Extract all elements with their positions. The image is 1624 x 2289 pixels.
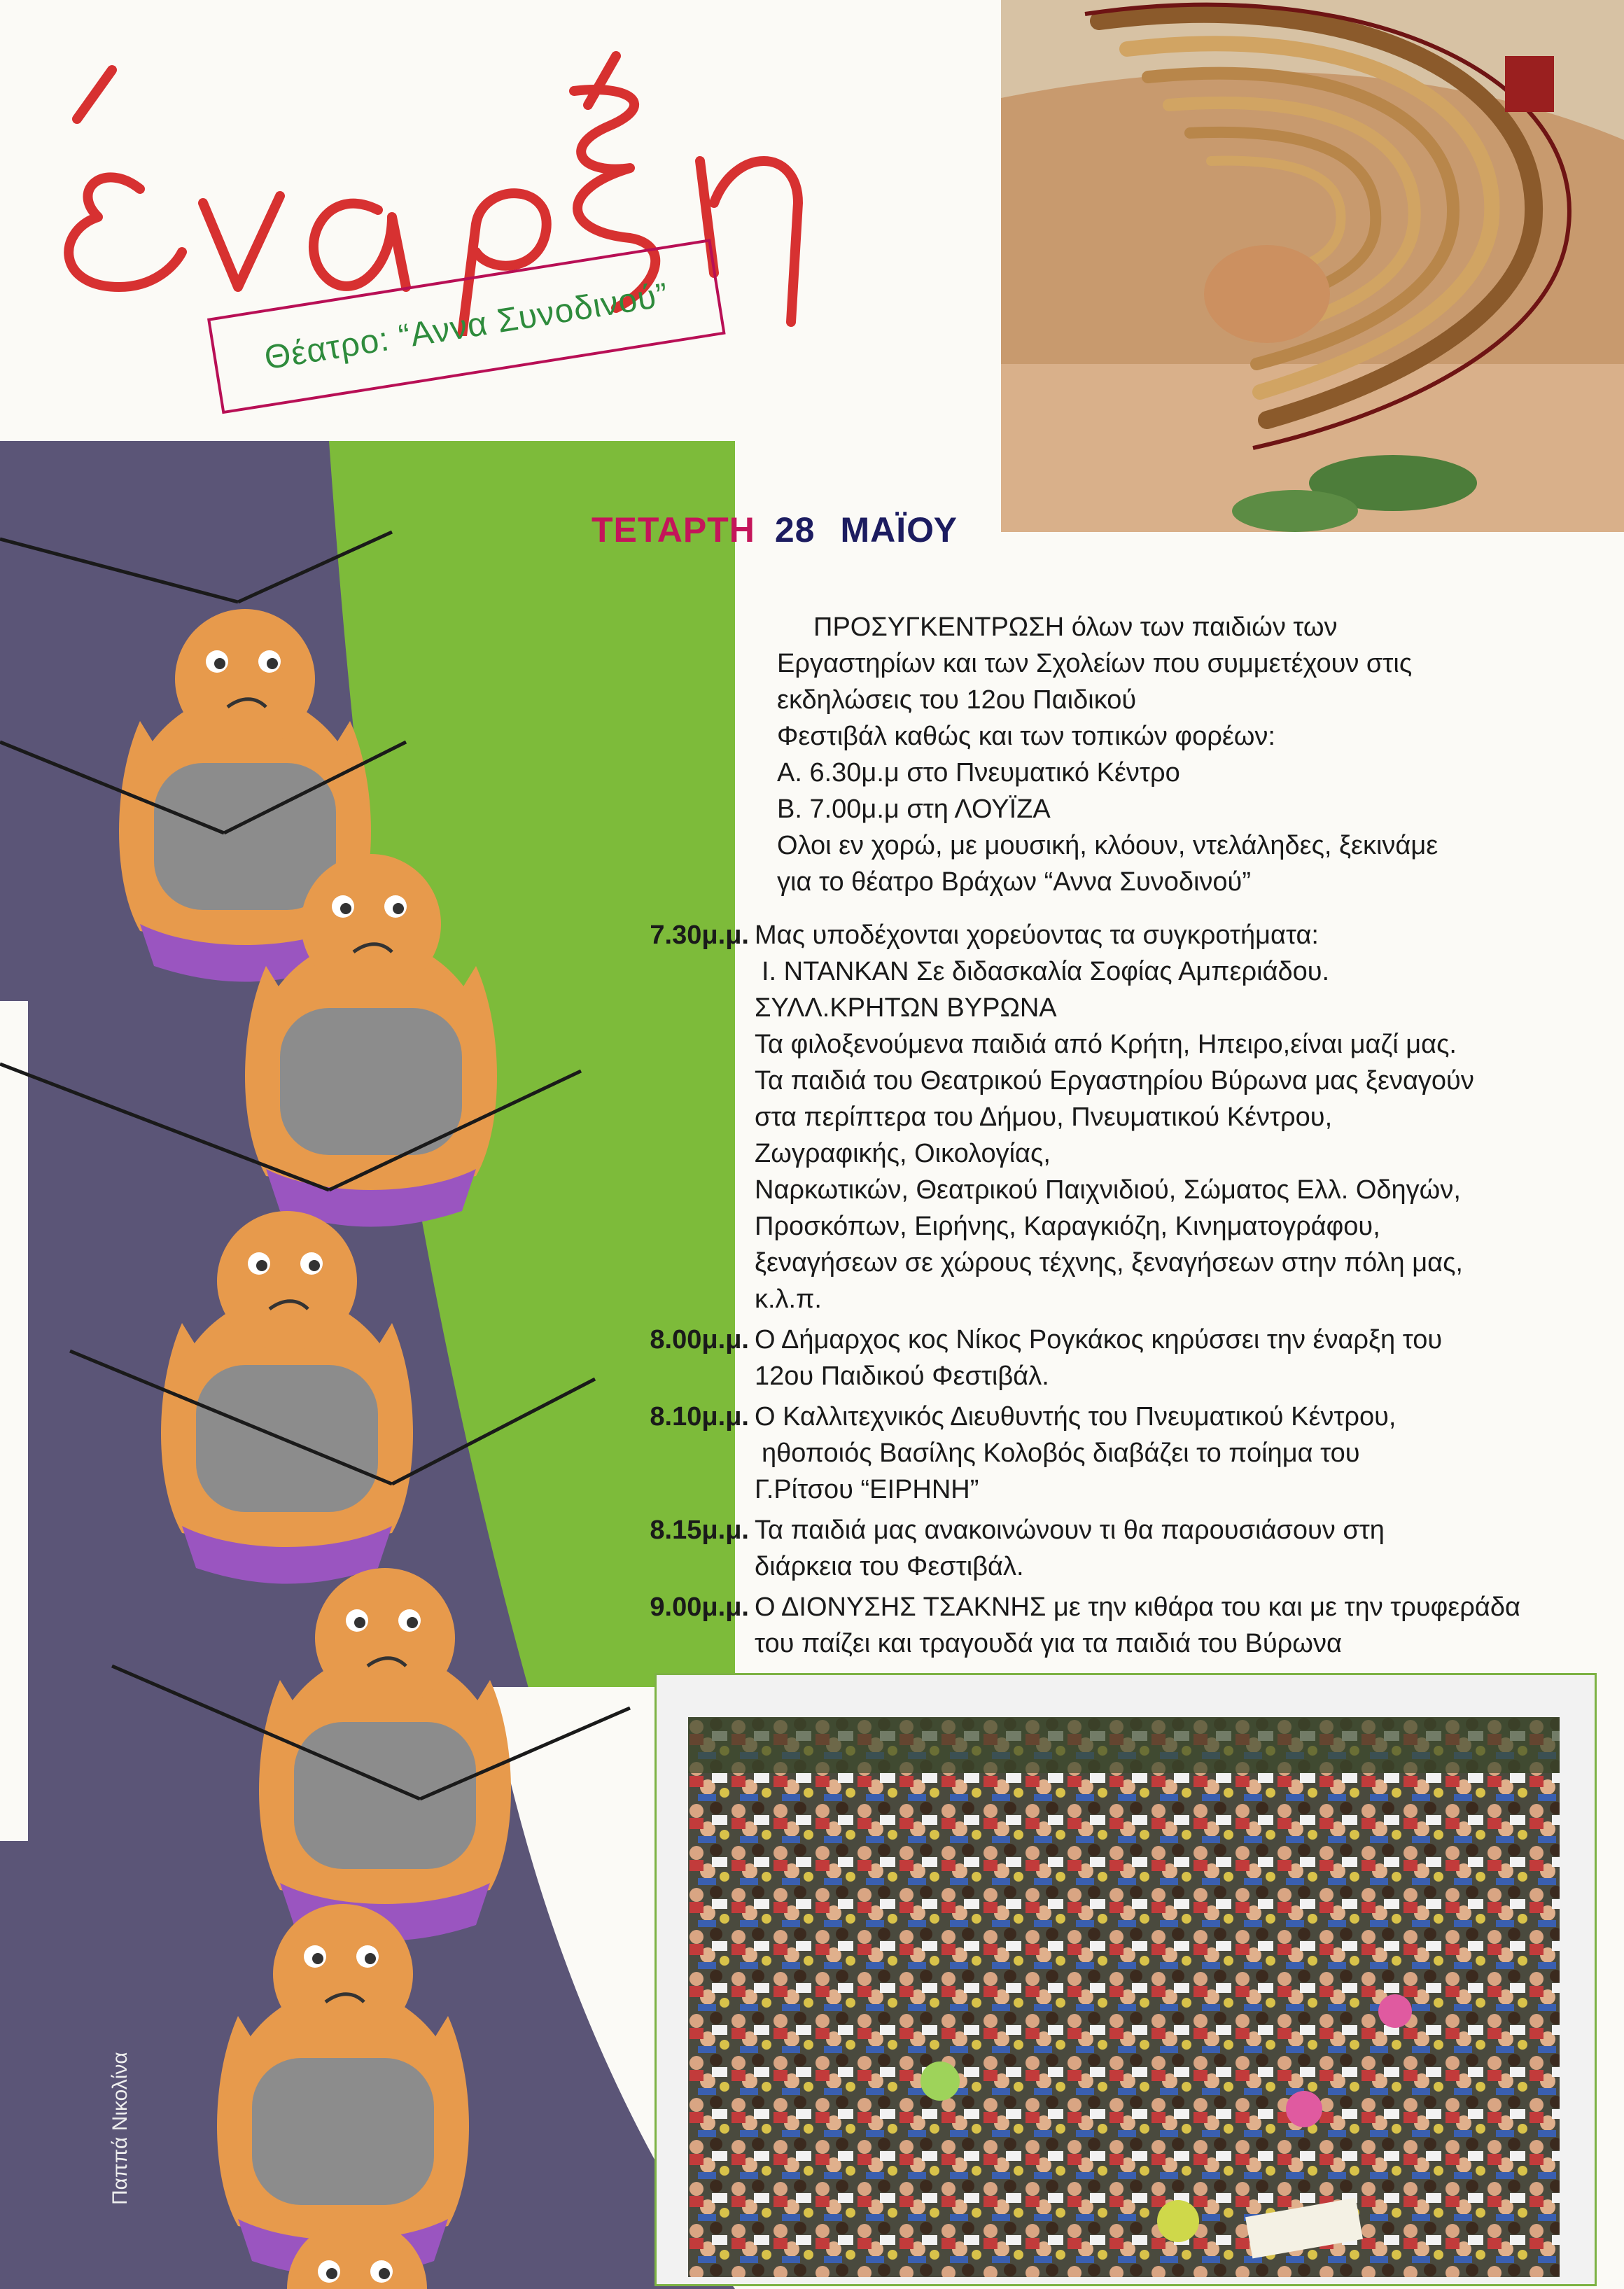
schedule-row: [609, 1512, 1617, 1585]
crowd-photo: [688, 1717, 1560, 2277]
schedule-line: Ο Δήμαρχος κος Νίκος Ρογκάκος κηρύσσει την έναρξη του: [755, 1325, 1443, 1354]
schedule-line: του παίζει και τραγουδά για τα παιδιά του Βύρωνα: [755, 1629, 1342, 1658]
schedule-row: [609, 1322, 1617, 1394]
schedule-description: [755, 917, 1617, 1317]
schedule-line: Τα φιλοξενούμενα παιδιά από Κρήτη, Ηπειρο,είναι μαζί μας.: [755, 1030, 1457, 1059]
date-number: 28: [774, 510, 816, 550]
amphitheatre-photo: [1001, 0, 1624, 532]
schedule-time: 8.00μ.μ.: [650, 1325, 749, 1354]
venue-label: Θέατρο: “Αννα Συνοδινού”: [262, 276, 671, 377]
intro-line: εκδηλώσεις του 12ου Παιδικού: [777, 685, 1137, 715]
schedule-line: στα περίπτερα του Δήμου, Πνευματικού Κέντρου,: [755, 1102, 1333, 1132]
schedule-line: Γ.Ρίτσου “ΕΙΡΗΝΗ”: [755, 1475, 979, 1504]
schedule-row: [609, 917, 1617, 1317]
intro-line: Β. 7.00μ.μ στη ΛΟΥΪΖΑ: [777, 794, 1051, 824]
intro-line: Εργαστηρίων και των Σχολείων που συμμετέχουν στις: [777, 649, 1413, 678]
schedule: [609, 917, 1617, 1666]
event-date: [592, 510, 958, 550]
schedule-time: 7.30μ.μ.: [650, 920, 749, 950]
schedule-line: Ο ΔΙΟΝΥΣΗΣ ΤΣΑΚΝΗΣ με την κιθάρα του και με την τρυφεράδα: [755, 1592, 1520, 1622]
schedule-line: Τα παιδιά μας ανακοινώνουν τι θα παρουσιάσουν στη: [755, 1516, 1385, 1545]
schedule-line: Προσκόπων, Ειρήνης, Καραγκιόζη, Κινηματογράφου,: [755, 1212, 1380, 1241]
schedule-time: 9.00μ.μ.: [650, 1592, 749, 1622]
crowd-photo-frame: [654, 1673, 1597, 2286]
schedule-line: Ι. ΝΤΑΝΚΑΝ Σε διδασκαλία Σοφίας Αμπεριάδου.: [762, 957, 1330, 986]
schedule-line: κ.λ.π.: [755, 1284, 822, 1314]
schedule-description: [755, 1512, 1617, 1585]
schedule-line: Ζωγραφικής, Οικολογίας,: [755, 1139, 1051, 1168]
schedule-line: 12ου Παιδικού Φεστιβάλ.: [755, 1362, 1049, 1391]
date-month: ΜΑΪΟΥ: [840, 510, 958, 550]
artist-credit: Παππά Νικολίνα: [108, 2052, 132, 2205]
intro-line: ΠΡΟΣΥΓΚΕΝΤΡΩΣΗ όλων των παιδιών των: [813, 612, 1338, 642]
schedule-line: Ναρκωτικών, Θεατρικού Παιχνιδιού, Σώματος Ελλ. Οδηγών,: [755, 1175, 1461, 1205]
schedule-line: ΣΥΛΛ.ΚΡΗΤΩΝ ΒΥΡΩΝΑ: [755, 993, 1057, 1023]
schedule-description: [755, 1589, 1617, 1662]
intro-line: Ολοι εν χορώ, με μουσική, κλόουν, ντελάληδες, ξεκινάμε: [777, 831, 1438, 860]
intro-line: για το θέατρο Βράχων “Αννα Συνοδινού”: [777, 867, 1251, 897]
intro-text: [777, 609, 1603, 900]
schedule-line: ηθοποιός Βασίλης Κολοβός διαβάζει το ποίημα του: [762, 1438, 1360, 1468]
schedule-line: ξεναγήσεων σε χώρους τέχνης, ξεναγήσεων στην πόλη μας,: [755, 1248, 1463, 1278]
schedule-line: Μας υποδέχονται χορεύοντας τα συγκροτήματα:: [755, 920, 1319, 950]
schedule-description: [755, 1322, 1617, 1394]
intro-line: Α. 6.30μ.μ στο Πνευματικό Κέντρο: [777, 758, 1180, 788]
schedule-time: 8.10μ.μ.: [650, 1402, 749, 1432]
schedule-line: διάρκεια του Φεστιβάλ.: [755, 1552, 1024, 1581]
schedule-line: Τα παιδιά του Θεατρικού Εργαστηρίου Βύρωνα μας ξεναγούν: [755, 1066, 1474, 1096]
schedule-line: Ο Καλλιτεχνικός Διευθυντής του Πνευματικού Κέντρου,: [755, 1402, 1396, 1432]
schedule-description: [755, 1399, 1617, 1508]
schedule-row: [609, 1399, 1617, 1508]
schedule-row: [609, 1589, 1617, 1662]
date-day: ΤΕΤΑΡΤΗ: [592, 510, 755, 550]
intro-line: Φεστιβάλ καθώς και των τοπικών φορέων:: [777, 722, 1275, 751]
schedule-time: 8.15μ.μ.: [650, 1516, 749, 1545]
